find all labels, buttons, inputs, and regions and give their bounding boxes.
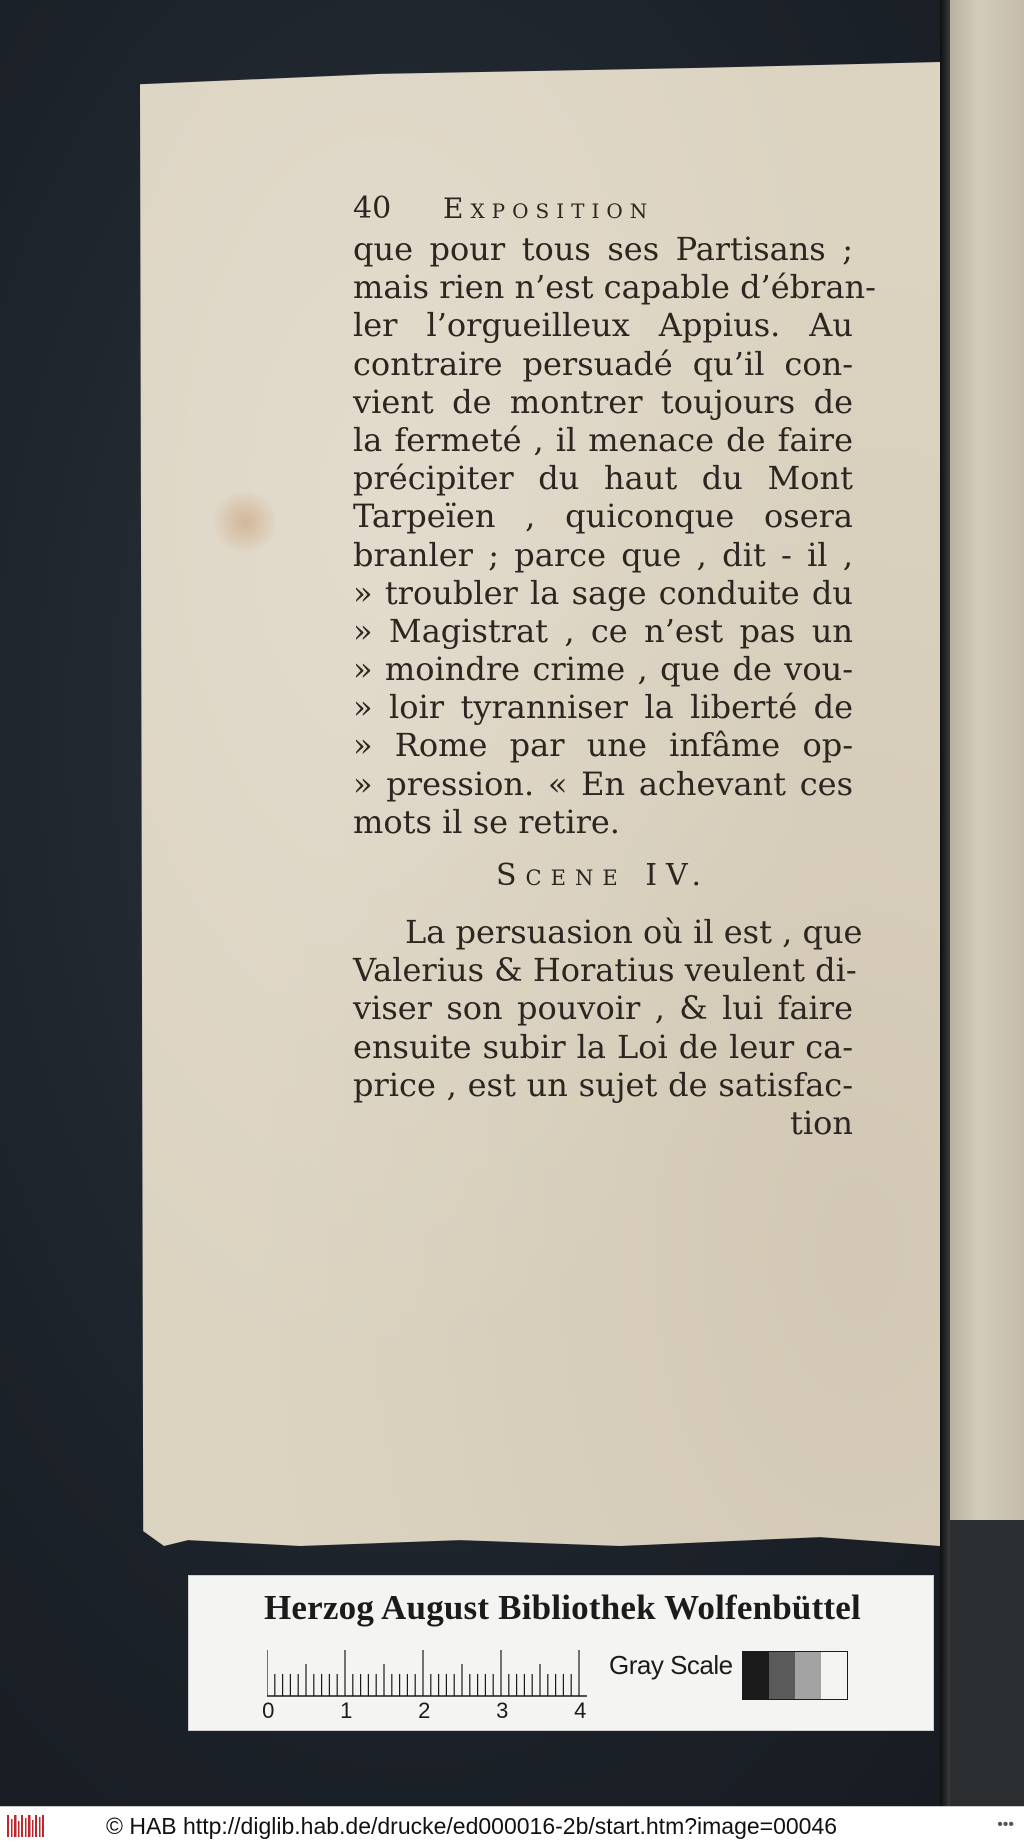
text-line: que pour tous ses Partisans ; [353,230,853,268]
text-line: branler ; parce que , dit - il , [353,535,853,574]
text-line: vient de montrer toujours de [353,382,853,421]
text-line: price , est un sujet de satisfac- [353,1065,853,1104]
text-line: ensuite subir la Loi de leur ca- [353,1027,853,1066]
text-line: La persuasion où il est , que [405,913,863,951]
source-url[interactable]: © HAB http://diglib.hab.de/drucke/ed000016-2b/start.htm?image=00046 [106,1813,838,1839]
text-line: Valerius & Horatius veulent di- [353,951,857,990]
barcode-logo-icon [6,1813,46,1839]
ruler-label: 3 [496,1698,509,1723]
color-calibration-bar [188,1575,934,1731]
ruler-label: 4 [574,1698,587,1723]
ruler-label: 2 [418,1698,431,1723]
text-line: mots il se retire. [353,802,620,841]
text-line: mais rien n’est capable d’ébran- [353,268,876,307]
text-line: » troubler la sage conduite du [353,573,853,612]
text-line: » moindre crime , que de vou- [353,650,853,689]
book-gutter [940,0,950,1806]
gray-scale-label: Gray Scale [609,1650,733,1680]
text-line: » Magistrat , ce n’est pas un [353,611,853,650]
text-line: viser son pouvoir , & lui faire [353,989,853,1028]
text-line: la fermeté , il menace de faire [353,420,853,459]
more-options-icon[interactable]: ••• [997,1816,1014,1833]
catchword: tion [790,1103,853,1142]
ruler-label: 1 [340,1698,353,1723]
text-line: Tarpeïen , quiconque osera [353,497,853,536]
library-name: Herzog August Bibliothek Wolfenbüttel [264,1588,861,1627]
gray-swatch [821,1652,847,1699]
text-line: précipiter du haut du Mont [353,459,853,498]
text-line: contraire persuadé qu’il con- [353,344,853,383]
text-line: » Rome par une infâme op- [353,726,853,765]
footer-bar [0,1806,1024,1844]
text-line: ler l’orgueilleux Appius. Au [353,306,853,345]
ruler-label: 0 [262,1698,275,1723]
adjacent-page-edge [940,0,1024,1806]
page-number: 40 [353,191,392,226]
text-line: » pression. « En achevant ces [353,764,853,803]
paper-stain [210,492,280,552]
running-head [353,190,853,230]
gray-swatch [795,1652,821,1699]
gray-swatch [769,1652,795,1699]
text-line: » loir tyranniser la liberté de [353,688,853,727]
gray-swatch [743,1652,769,1699]
scale-ruler [267,1648,587,1698]
page-text [353,190,876,1142]
scene-heading: Scene IV. [496,858,710,893]
adjacent-page-shadow [950,1520,1024,1806]
gray-scale-swatches [742,1651,848,1700]
running-title: Exposition [443,192,655,225]
